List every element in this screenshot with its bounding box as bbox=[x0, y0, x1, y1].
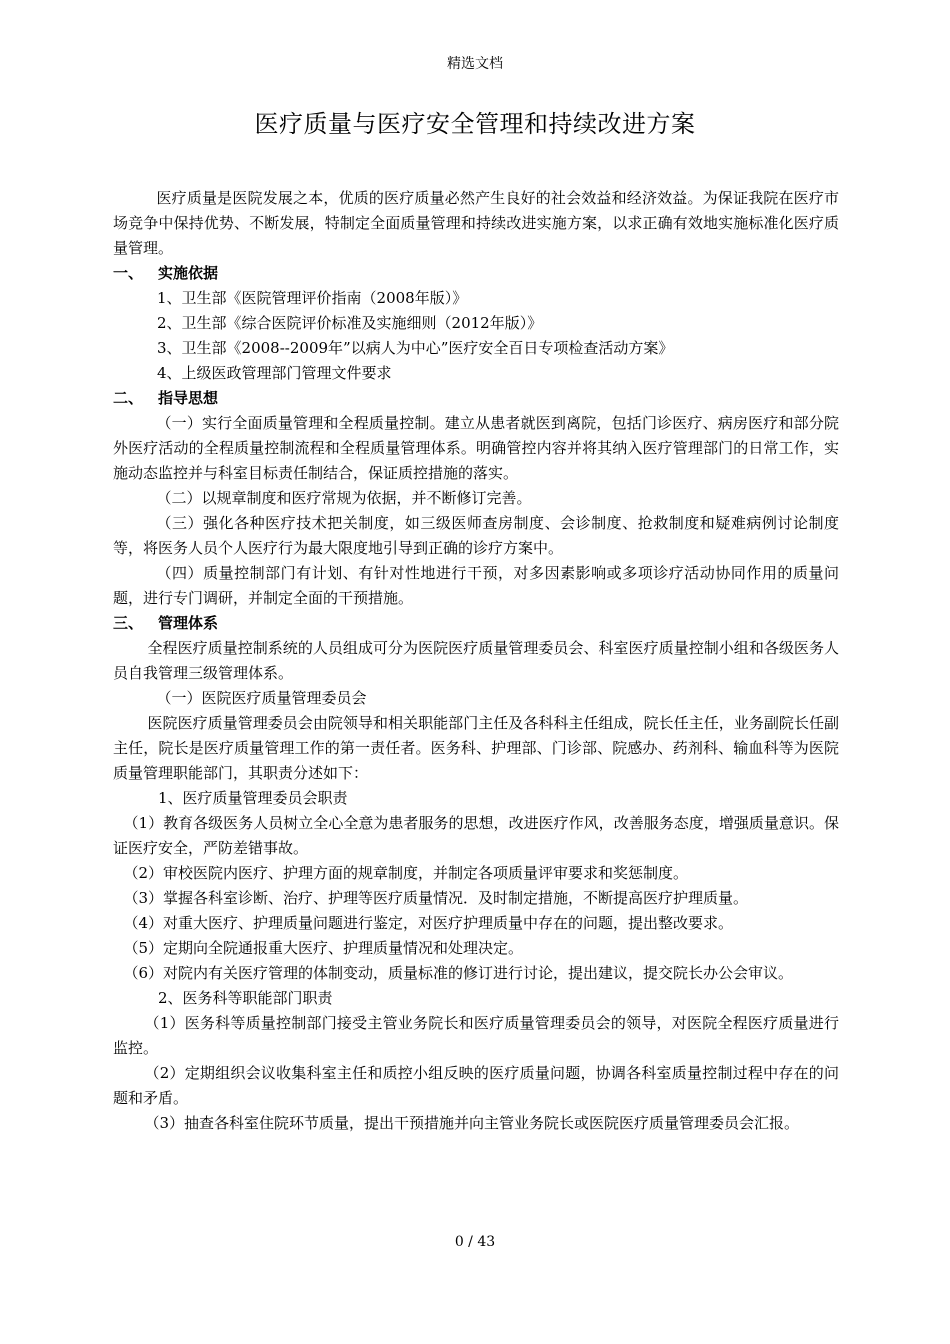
section-number: 二、 bbox=[113, 389, 144, 407]
subsection-title: （一）医院医疗质量管理委员会 bbox=[156, 689, 367, 707]
list-item: （6）对院内有关医疗管理的体制变动，质量标准的修订进行讨论，提出建议，提交院长办公会审议。 bbox=[123, 964, 794, 982]
list-item: （3）抽查各科室住院环节质量，提出干预措施并向主管业务院长或医院医疗质量管理委员会汇报。 bbox=[144, 1114, 800, 1132]
list-item: （4）对重大医疗、护理质量问题进行鉴定，对医疗护理质量中存在的问题，提出整改要求。 bbox=[123, 914, 734, 932]
paragraph: （一）实行全面质量管理和全程质量控制。建立从患者就医到离院，包括门诊医疗、病房医疗和部分院外医疗活动的全程质量控制流程和全程质量管理体系。明确管控内容并将其纳入医疗管理部门的日常工作，实施动态监控并与科室目标责任制结合，保证质控措施的落实。 bbox=[113, 414, 839, 482]
paragraph: （四）质量控制部门有计划、有针对性地进行干预，对多因素影响或多项诊疗活动协同作用的质量问题，进行专门调研，并制定全面的干预措施。 bbox=[113, 564, 839, 607]
list-item: （2）定期组织会议收集科室主任和质控小组反映的医疗质量问题，协调各科室质量控制过程中存在的问题和矛盾。 bbox=[113, 1064, 839, 1107]
section-heading-3 bbox=[113, 611, 839, 636]
section-title: 管理体系 bbox=[158, 614, 219, 632]
section-title: 实施依据 bbox=[158, 264, 219, 282]
list-item: （3）掌握各科室诊断、治疗、护理等医疗质量情况．及时制定措施，不断提高医疗护理质量。 bbox=[123, 889, 749, 907]
list-item: 2、卫生部《综合医院评价标准及实施细则（2012年版）》 bbox=[157, 314, 543, 332]
list-item: （1）教育各级医务人员树立全心全意为患者服务的思想，改进医疗作风，改善服务态度，增强质量意识。保证医疗安全，严防差错事故。 bbox=[113, 814, 839, 857]
section-number: 三、 bbox=[113, 614, 144, 632]
document-title: 医疗质量与医疗安全管理和持续改进方案 bbox=[254, 110, 696, 139]
intro-paragraph: 医疗质量是医院发展之本，优质的医疗质量必然产生良好的社会效益和经济效益。为保证我院在医疗市场竞争中保持优势、不断发展，特制定全面质量管理和持续改进实施方案，以求正确有效地实施标准化医疗质量管理。 bbox=[113, 189, 839, 257]
subsection-title: 1、医疗质量管理委员会职责 bbox=[158, 789, 348, 807]
page-number: 0 / 43 bbox=[454, 1234, 496, 1250]
running-header: 精选文档 bbox=[447, 56, 503, 72]
list-item: （5）定期向全院通报重大医疗、护理质量情况和处理决定。 bbox=[123, 939, 524, 957]
section-number: 一、 bbox=[113, 264, 144, 282]
list-item: 3、卫生部《2008--2009年”以病人为中心”医疗安全百日专项检查活动方案》 bbox=[157, 339, 674, 357]
subsection-title: 2、医务科等职能部门职责 bbox=[158, 989, 333, 1007]
paragraph: （三）强化各种医疗技术把关制度，如三级医师查房制度、会诊制度、抢救制度和疑难病例讨论制度等，将医务人员个人医疗行为最大限度地引导到正确的诊疗方案中。 bbox=[113, 514, 839, 557]
document-body bbox=[113, 186, 839, 1136]
section-title: 指导思想 bbox=[158, 389, 219, 407]
list-item: 1、卫生部《医院管理评价指南（2008年版）》 bbox=[157, 289, 468, 307]
paragraph: 医院医疗质量管理委员会由院领导和相关职能部门主任及各科科主任组成，院长任主任，业务副院长任副主任，院长是医疗质量管理工作的第一责任者。医务科、护理部、门诊部、院感办、药剂科、输血科等为医院质量管理职能部门，其职责分述如下： bbox=[113, 714, 839, 782]
section-heading-2 bbox=[113, 386, 839, 411]
list-item: （1）医务科等质量控制部门接受主管业务院长和医疗质量管理委员会的领导，对医院全程医疗质量进行监控。 bbox=[113, 1014, 839, 1057]
list-item: （2）审校医院内医疗、护理方面的规章制度，并制定各项质量评审要求和奖惩制度。 bbox=[123, 864, 689, 882]
paragraph: （二）以规章制度和医疗常规为依据，并不断修订完善。 bbox=[156, 489, 532, 507]
paragraph: 全程医疗质量控制系统的人员组成可分为医院医疗质量管理委员会、科室医疗质量控制小组和各级医务人员自我管理三级管理体系。 bbox=[113, 639, 839, 682]
list-item: 4、上级医政管理部门管理文件要求 bbox=[157, 364, 392, 382]
section-heading-1 bbox=[113, 261, 839, 286]
